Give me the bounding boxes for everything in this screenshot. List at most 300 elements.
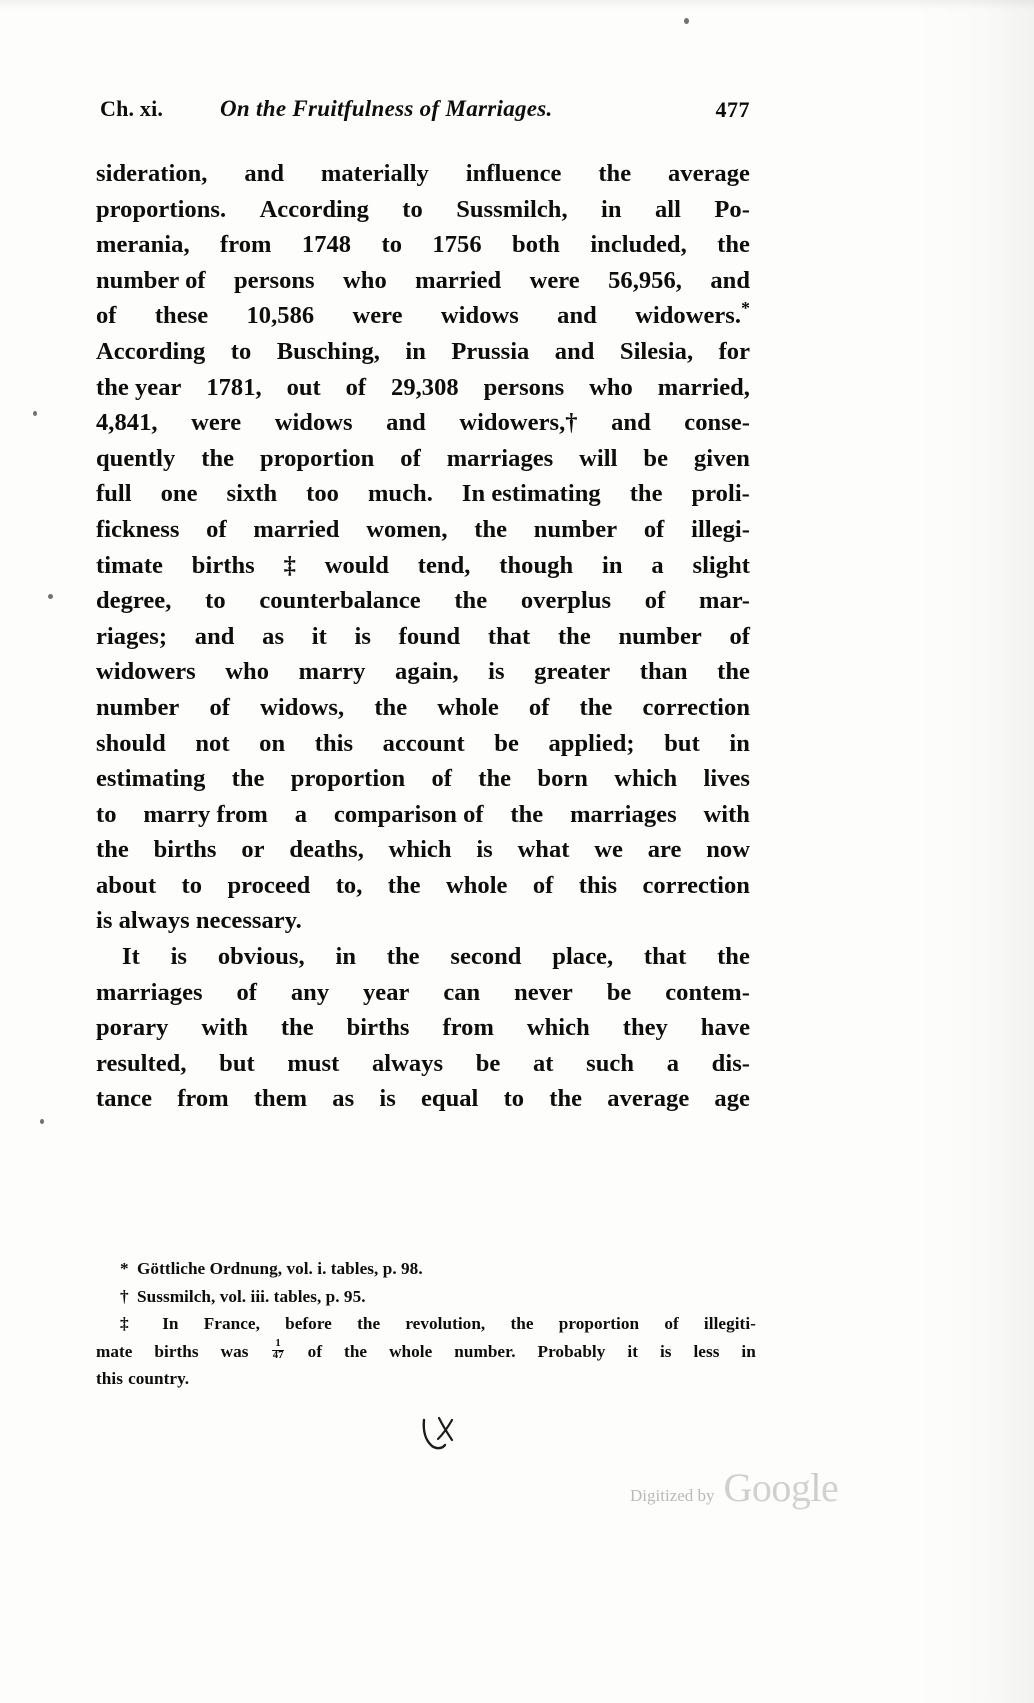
word-with-footnote-mark — [635, 298, 750, 334]
text-line — [96, 548, 750, 584]
word: Busching, — [276, 337, 380, 365]
footnote-marker-dagger[interactable]: † — [565, 409, 578, 437]
word: year — [363, 978, 410, 1006]
word: given — [693, 444, 750, 472]
page-number: 477 — [715, 97, 750, 122]
word: proportion — [558, 1314, 640, 1333]
word: again, — [395, 658, 459, 686]
word: but — [219, 1049, 255, 1077]
word: that — [643, 943, 687, 971]
word: 56,956, — [608, 266, 682, 294]
word: too — [306, 480, 339, 508]
word: widowers — [96, 658, 196, 686]
word: in — [729, 729, 750, 757]
word: 1756 — [432, 231, 482, 259]
scan-speckle — [48, 594, 53, 599]
word: which — [614, 765, 678, 793]
word: conse- — [684, 409, 750, 437]
text-line — [96, 797, 750, 833]
word: as — [262, 622, 285, 650]
paragraph-2 — [96, 939, 750, 1117]
word: applied; — [548, 729, 635, 757]
word: what — [517, 836, 570, 864]
word: of — [209, 693, 230, 721]
word: sideration, — [96, 160, 208, 187]
word: average — [607, 1085, 690, 1113]
word: is — [354, 622, 371, 650]
running-head-title: On the Fruitfulness of Marriages. — [220, 96, 553, 121]
word: married — [415, 266, 502, 294]
word: must — [287, 1049, 340, 1077]
word: this — [578, 871, 618, 899]
word: number — [618, 622, 702, 650]
word: age — [714, 1085, 750, 1113]
word: the — [717, 658, 750, 686]
word: the — [478, 765, 512, 793]
word: of — [96, 302, 117, 330]
logo-letter-g1: G — [723, 1465, 752, 1510]
word: was — [220, 1341, 249, 1361]
watermark-prefix: Digitized by — [630, 1486, 715, 1505]
word: and — [554, 337, 595, 365]
word: of — [528, 693, 550, 721]
word: is — [170, 943, 188, 971]
word: According — [96, 337, 206, 365]
word: the — [717, 943, 750, 971]
word: we — [594, 836, 623, 864]
word: they — [622, 1014, 668, 1042]
word: to, — [335, 871, 363, 899]
word: and — [557, 302, 597, 330]
footnote-marker-asterisk[interactable]: * — [741, 298, 750, 319]
word: proli- — [691, 480, 750, 508]
word: slight — [692, 551, 750, 579]
word: is — [488, 658, 505, 686]
word: number — [533, 515, 618, 543]
text-line — [96, 726, 750, 762]
word: illegi- — [691, 515, 750, 543]
word: in — [601, 195, 622, 223]
text-line — [96, 868, 750, 904]
word: to — [181, 871, 203, 899]
word: the — [357, 1314, 381, 1333]
word: porary — [96, 1014, 169, 1042]
word: them — [253, 1085, 308, 1113]
word: the — [549, 1085, 583, 1113]
word: whole — [389, 1341, 433, 1361]
word: marry from — [143, 800, 268, 828]
word: though — [499, 551, 574, 579]
word: is — [379, 1085, 396, 1113]
word: found — [398, 622, 461, 650]
word: greater — [534, 658, 611, 686]
word: in — [741, 1341, 756, 1361]
word: be — [643, 444, 669, 472]
text-line — [96, 298, 750, 334]
word: It — [122, 943, 140, 971]
word: at — [533, 1049, 554, 1077]
word: France, — [203, 1314, 260, 1333]
word: illegiti- — [703, 1314, 756, 1333]
word: tance — [96, 1085, 153, 1113]
word: overplus — [520, 587, 612, 615]
word: Silesia, — [619, 337, 694, 365]
word: will — [579, 444, 618, 472]
word: persons — [233, 266, 315, 294]
word: proceed — [227, 871, 311, 899]
word: out — [286, 373, 321, 401]
footnote-1 — [96, 1255, 756, 1283]
word: these — [154, 302, 209, 330]
word: not — [195, 729, 230, 757]
text-line — [96, 1081, 750, 1117]
word: now — [706, 836, 750, 864]
fraction-one-forty-seventh — [272, 1339, 285, 1367]
word: with — [201, 1014, 248, 1042]
text-line — [96, 263, 750, 299]
word: 4,841, — [96, 409, 158, 437]
word: place, — [552, 943, 614, 971]
word: to — [96, 800, 117, 828]
word: Sussmilch, — [456, 195, 568, 223]
word: resulted, — [96, 1049, 187, 1077]
word: number. — [454, 1341, 516, 1361]
text-line — [96, 1010, 750, 1046]
word: in — [405, 337, 426, 365]
word: as — [332, 1085, 355, 1113]
scan-speckle — [40, 1119, 44, 1124]
word: widows — [274, 409, 353, 437]
word: whole — [437, 693, 499, 721]
word: were — [529, 266, 580, 294]
word: the — [579, 693, 613, 721]
word: born — [537, 765, 588, 793]
word: second — [450, 943, 522, 971]
word: it — [627, 1341, 638, 1361]
logo-letter-e: e — [821, 1465, 839, 1510]
scan-speckle — [684, 18, 689, 24]
word: 29,308 — [391, 373, 459, 401]
footnote-3-line-2 — [96, 1338, 756, 1366]
word: influence — [465, 160, 562, 187]
word: of — [431, 765, 452, 793]
logo-letter-o1: o — [751, 1465, 772, 1510]
paragraph-1 — [96, 156, 750, 939]
word: quently — [96, 444, 176, 472]
word: timate — [96, 551, 163, 579]
word: who — [225, 658, 270, 686]
word: of — [664, 1314, 679, 1333]
word: for — [718, 337, 750, 365]
word: be — [475, 1049, 501, 1077]
word: Prussia — [451, 337, 530, 365]
word: the — [557, 622, 591, 650]
scan-edge-shading-right — [914, 0, 1034, 1703]
word: but — [664, 729, 700, 757]
word: revolution, — [405, 1314, 486, 1333]
word: to — [381, 231, 403, 259]
word: and — [611, 409, 651, 437]
word: to — [402, 195, 423, 223]
word: the — [510, 800, 544, 828]
text-column — [96, 96, 750, 1117]
word: and — [386, 409, 426, 437]
word: whole — [445, 871, 508, 899]
word: any — [290, 978, 330, 1006]
text-line — [96, 227, 750, 263]
word: Probably — [537, 1341, 606, 1361]
word: In — [162, 1314, 179, 1333]
word: from — [177, 1085, 229, 1113]
word: included, — [590, 231, 687, 259]
word: of — [345, 373, 367, 401]
word: or — [241, 836, 265, 864]
word: tend, — [417, 551, 471, 579]
word: married — [253, 515, 340, 543]
footnotes-section — [96, 1255, 756, 1393]
word: materially — [320, 160, 429, 187]
text-line — [96, 476, 750, 512]
text-line — [96, 512, 750, 548]
word: of — [644, 587, 666, 615]
word: degree, — [96, 587, 172, 615]
word: all — [654, 195, 681, 223]
word: the — [231, 765, 265, 793]
word: the — [280, 1014, 314, 1042]
word: number — [96, 693, 180, 721]
word: estimating — [96, 765, 206, 793]
word: fickness — [96, 515, 180, 543]
word: which — [526, 1014, 590, 1042]
word: births — [191, 551, 255, 579]
word: in — [601, 551, 623, 579]
word: one — [160, 480, 198, 508]
word: and — [710, 266, 750, 294]
word: about — [96, 871, 157, 899]
word: births — [346, 1014, 410, 1042]
footnote-3 — [96, 1310, 756, 1393]
word: a — [294, 800, 308, 828]
word: women, — [366, 515, 448, 543]
word: have — [700, 1014, 750, 1042]
word: of — [643, 515, 665, 543]
word: persons — [483, 373, 565, 401]
footnote-marker-double-dagger[interactable]: ‡ — [283, 551, 296, 579]
word: be — [606, 978, 632, 1006]
word: lives — [703, 765, 750, 793]
word: the — [374, 693, 408, 721]
word: marry — [298, 658, 366, 686]
word: can — [443, 978, 481, 1006]
word: both — [512, 231, 560, 259]
word: the — [629, 480, 663, 508]
digitized-by-google-watermark — [630, 1465, 840, 1520]
footnote-2-text: Sussmilch, vol. iii. tables, p. 95. — [137, 1286, 366, 1306]
scan-edge-shading-top — [0, 0, 1034, 10]
footnote-3-line-1 — [96, 1310, 756, 1338]
word: who — [589, 373, 633, 401]
text-line — [96, 619, 750, 655]
word: Po- — [714, 195, 750, 223]
text-line — [96, 654, 750, 690]
word: 1781, — [206, 373, 262, 401]
word: correction — [642, 693, 750, 721]
word: this — [314, 729, 354, 757]
word: 10,586 — [246, 302, 315, 330]
word: the — [474, 515, 508, 543]
word: widows — [440, 302, 519, 330]
fraction-numerator: 1 — [272, 1339, 285, 1351]
word: married, — [657, 373, 750, 401]
word: mar- — [699, 587, 750, 615]
footnote-2 — [96, 1283, 756, 1311]
word: widows, — [260, 693, 345, 721]
google-logo — [723, 1465, 839, 1510]
word: proportions. — [96, 195, 227, 223]
word: always — [371, 1049, 444, 1077]
word: sixth — [226, 480, 278, 508]
text-line — [96, 334, 750, 370]
word: were — [191, 409, 242, 437]
word: than — [639, 658, 688, 686]
word: the — [386, 943, 420, 971]
handwritten-ink-mark — [418, 1412, 464, 1458]
logo-letter-g2: g — [790, 1465, 811, 1510]
text-line — [96, 192, 750, 228]
word: 1748 — [301, 231, 352, 259]
word: In estimating — [461, 480, 601, 508]
word: the — [344, 1341, 368, 1361]
word: riages; — [96, 622, 168, 650]
word: According — [259, 195, 369, 223]
text-line — [96, 761, 750, 797]
word: from — [220, 231, 272, 259]
word: which — [388, 836, 452, 864]
word: is always necessary. — [96, 907, 302, 935]
word: births — [153, 836, 217, 864]
word: of — [206, 515, 227, 543]
word: the year — [96, 373, 182, 401]
word: widowers. — [635, 302, 742, 330]
word: marriages — [446, 444, 554, 472]
footnote-1-marker: * — [120, 1259, 129, 1278]
word: were — [352, 302, 403, 330]
word: such — [586, 1049, 635, 1077]
word: mate — [96, 1341, 133, 1361]
word: merania, — [96, 231, 190, 259]
word: in — [335, 943, 357, 971]
word: deaths, — [289, 836, 364, 864]
word: counterbalance — [259, 587, 421, 615]
word: country. — [128, 1369, 190, 1388]
word: much. — [367, 480, 433, 508]
word: average — [667, 160, 750, 187]
word: be — [494, 729, 519, 757]
text-line — [96, 939, 750, 975]
word: on — [259, 729, 286, 757]
word: dis- — [711, 1049, 750, 1077]
text-line — [96, 975, 750, 1011]
word: who — [343, 266, 387, 294]
fraction-denominator: 47 — [272, 1349, 284, 1361]
word: it — [311, 622, 327, 650]
text-line — [96, 903, 750, 939]
word: with — [703, 800, 750, 828]
footnote-3-marker: ‡ — [120, 1314, 129, 1333]
word: comparison of — [333, 800, 484, 828]
word: this — [96, 1369, 123, 1388]
text-line — [96, 1046, 750, 1082]
running-head-chapter: Ch. xi. — [100, 96, 164, 121]
word-with-footnote-mark — [459, 405, 577, 441]
word: from — [442, 1014, 494, 1042]
word: of — [729, 622, 750, 650]
footnote-1-text: Göttliche Ordnung, vol. i. tables, p. 98. — [137, 1259, 423, 1278]
footnote-3-line-3 — [96, 1365, 756, 1393]
text-line — [96, 832, 750, 868]
scan-speckle — [33, 411, 37, 416]
word: the — [387, 871, 421, 899]
word: of — [400, 444, 421, 472]
word: widowers, — [459, 409, 566, 437]
running-head — [96, 96, 750, 142]
word: account — [382, 729, 465, 757]
word: of — [532, 871, 554, 899]
text-line — [96, 441, 750, 477]
word: equal — [420, 1085, 479, 1113]
word: is — [659, 1341, 672, 1361]
word: would — [324, 551, 389, 579]
word: should — [96, 729, 166, 757]
word: marriages — [96, 978, 203, 1006]
word: the — [598, 160, 632, 187]
word: a — [651, 551, 664, 579]
logo-letter-l: l — [810, 1465, 822, 1510]
word: the — [454, 587, 488, 615]
word: the — [510, 1314, 534, 1333]
word: a — [666, 1049, 680, 1077]
text-line — [96, 583, 750, 619]
word: and — [244, 160, 284, 187]
text-line — [96, 405, 750, 441]
text-line — [96, 690, 750, 726]
word: obvious, — [217, 943, 305, 971]
word: that — [487, 622, 531, 650]
word: and — [194, 622, 235, 650]
word: less — [693, 1341, 720, 1361]
word: births — [154, 1341, 199, 1361]
word: of — [236, 978, 257, 1006]
word: the — [201, 444, 235, 472]
text-line — [96, 370, 750, 406]
word: to — [503, 1085, 525, 1113]
word: before — [285, 1314, 332, 1333]
word: of — [307, 1341, 323, 1361]
word: the — [96, 836, 129, 864]
word: to — [205, 587, 226, 615]
word: the — [717, 231, 750, 259]
word: proportion — [290, 765, 406, 793]
word: never — [514, 978, 573, 1006]
word: is — [476, 836, 493, 864]
footnote-2-marker: † — [120, 1286, 129, 1306]
word: proportion — [259, 444, 375, 472]
logo-letter-o2: o — [771, 1465, 791, 1510]
word: contem- — [665, 978, 750, 1006]
word: are — [647, 836, 682, 864]
word: full — [96, 480, 132, 508]
word: to — [230, 337, 252, 365]
